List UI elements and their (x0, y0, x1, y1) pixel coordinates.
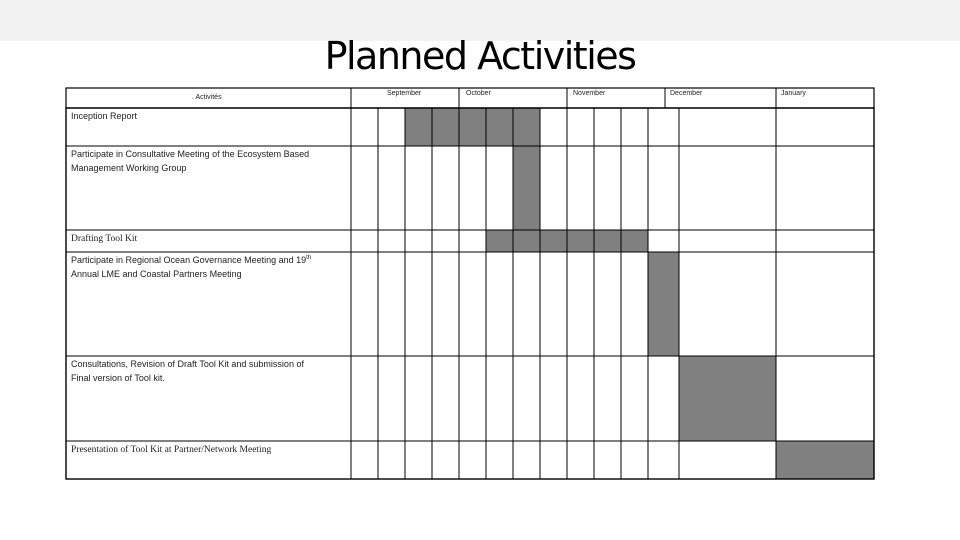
shaded-cell (679, 356, 776, 441)
activity-label: Management Working Group (71, 163, 187, 173)
shaded-cell (621, 230, 648, 252)
activity-label: Annual LME and Coastal Partners Meeting (71, 269, 242, 279)
shaded-cell (776, 441, 874, 479)
activity-header: . Activités (192, 94, 222, 101)
activity-label: Participate in Consultative Meeting of the Ecosystem Based (71, 149, 310, 159)
shaded-cell (540, 230, 567, 252)
shaded-cell (513, 108, 540, 146)
activity-label: Consultations, Revision of Draft Tool Kit and submission of (71, 359, 304, 369)
shaded-cell (594, 230, 621, 252)
shaded-cell (513, 146, 540, 230)
month-header-october: October (466, 90, 491, 97)
shaded-cell (486, 230, 513, 252)
shaded-cell (405, 108, 432, 146)
month-header-january: January (781, 90, 806, 97)
slide-title: Planned Activities (324, 34, 636, 78)
shaded-cell (432, 108, 459, 146)
shaded-cell (648, 252, 679, 356)
activity-label: Inception Report (71, 111, 138, 121)
shaded-cell (567, 230, 594, 252)
shaded-cell (513, 230, 540, 252)
month-header-december: December (670, 90, 703, 97)
activity-label: Drafting Tool Kit (71, 234, 138, 244)
activity-label: Presentation of Tool Kit at Partner/Network Meeting (71, 445, 272, 455)
shaded-cell (486, 108, 513, 146)
shaded-cell (459, 108, 486, 146)
activity-label: Final version of Tool kit. (71, 373, 165, 383)
month-header-september: September (387, 90, 422, 97)
month-header-november: November (573, 90, 606, 97)
activity-label: Participate in Regional Ocean Governance Meeting and 19th (71, 255, 312, 265)
